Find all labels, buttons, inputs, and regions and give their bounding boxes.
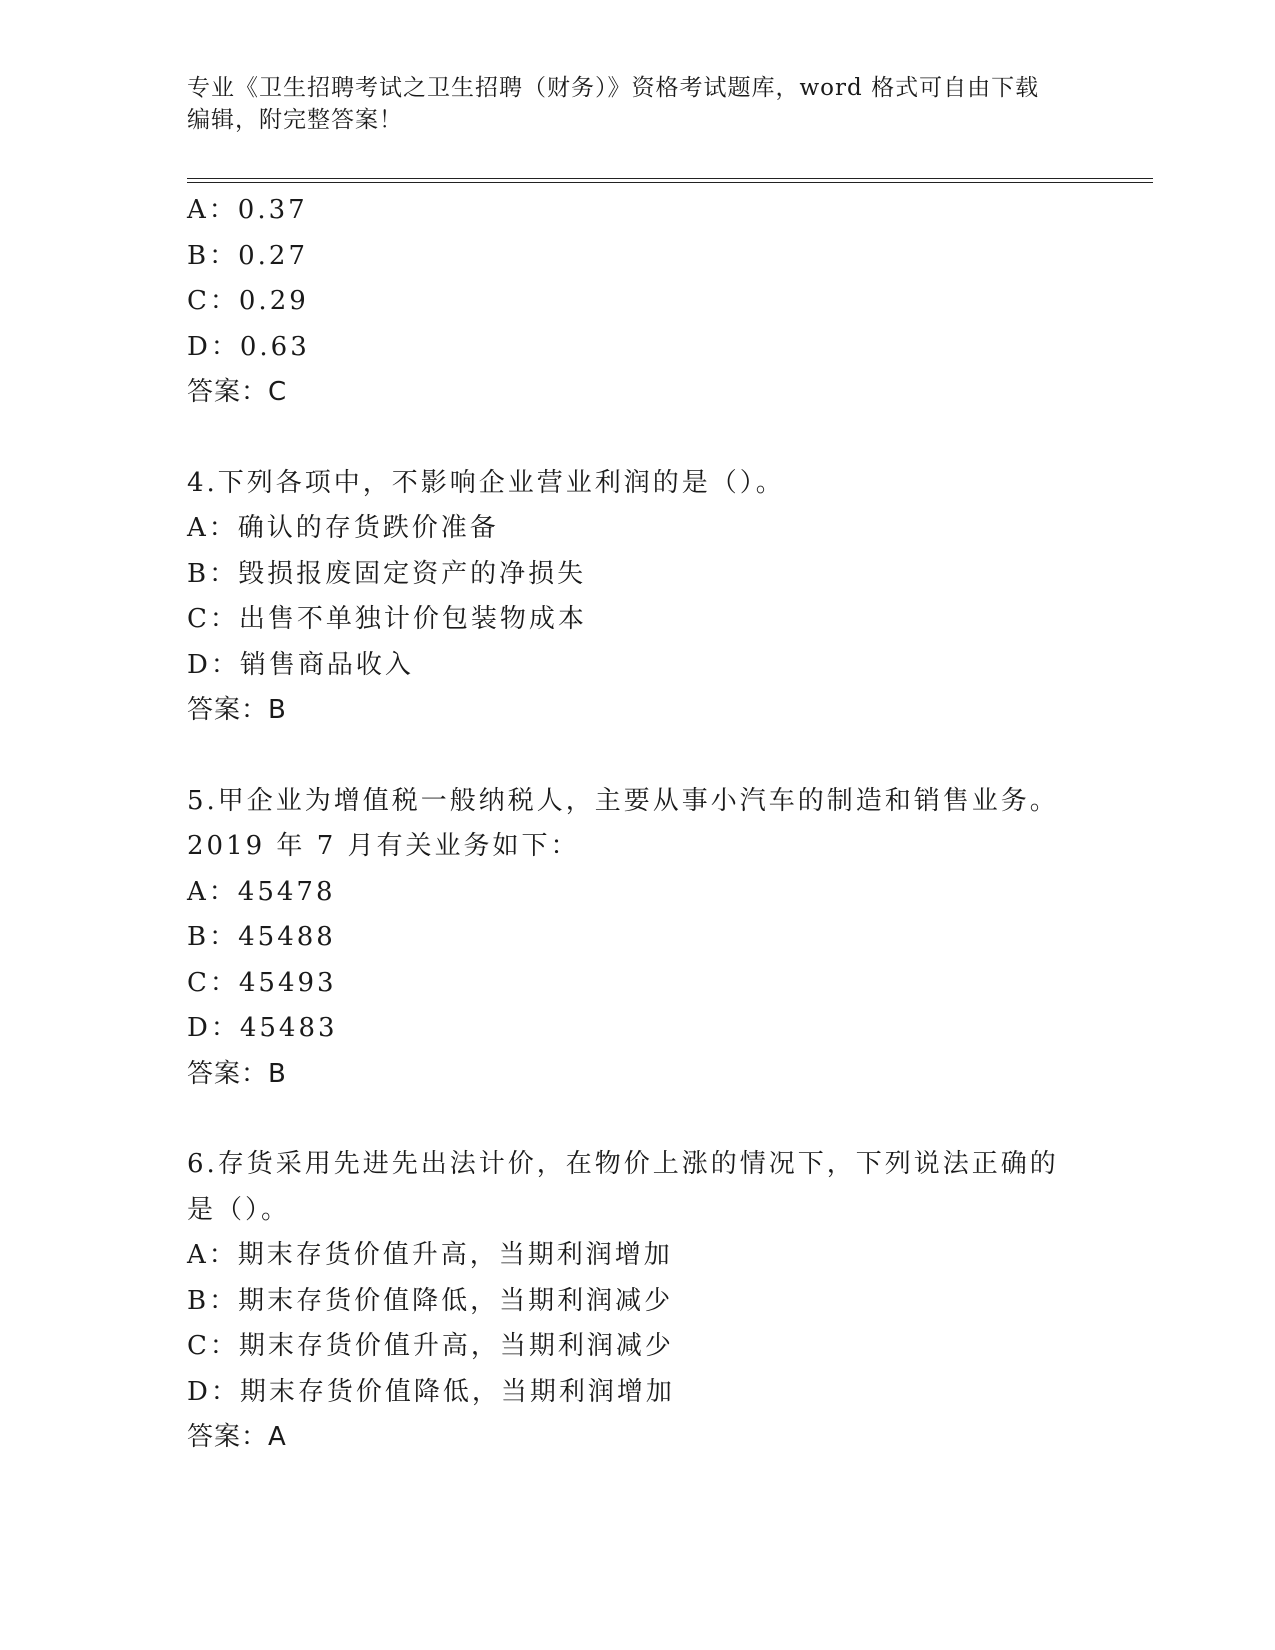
option-d: D：0.63 <box>187 331 310 362</box>
question-stem: 5.甲企业为增值税一般纳税人，主要从事小汽车的制造和销售业务。 <box>187 785 1059 816</box>
header-divider-bottom <box>187 182 1153 183</box>
header-divider-top <box>187 178 1153 179</box>
question-3 <box>187 188 1087 416</box>
option-a: A：期末存货价值升高，当期利润增加 <box>187 1240 673 1270</box>
option-d: D：45483 <box>187 1013 338 1043</box>
answer: 答案：B <box>187 1058 287 1089</box>
option-a: A：45478 <box>187 876 336 907</box>
answer: 答案：A <box>187 1422 287 1452</box>
answer: 答案：B <box>187 695 287 725</box>
option-c: C：0.29 <box>187 286 309 316</box>
option-c: C：出售不单独计价包装物成本 <box>187 604 587 634</box>
option-b: B：期末存货价值降低，当期利润减少 <box>187 1285 674 1316</box>
question-stem: 4.下列各项中，不影响企业营业利润的是（）。 <box>187 467 785 498</box>
option-b: B：0.27 <box>187 240 308 271</box>
question-5 <box>187 779 1087 1098</box>
document-header <box>187 72 1087 136</box>
question-6 <box>187 1142 1087 1461</box>
option-d: D：销售商品收入 <box>187 649 414 680</box>
option-b: B：毁损报废固定资产的净损失 <box>187 558 587 589</box>
option-a: A：确认的存货跌价准备 <box>187 513 499 543</box>
question-4 <box>187 461 1087 734</box>
question-list <box>187 188 1087 1461</box>
header-line-1: 专业《卫生招聘考试之卫生招聘（财务）》资格考试题库，word 格式可自由下载 <box>187 75 1040 101</box>
option-d: D：期末存货价值降低，当期利润增加 <box>187 1376 675 1407</box>
header-line-2: 编辑，附完整答案！ <box>187 107 403 133</box>
answer: 答案：C <box>187 377 288 407</box>
option-c: C：期末存货价值升高，当期利润减少 <box>187 1331 674 1361</box>
option-a: A：0.37 <box>187 195 308 225</box>
option-c: C：45493 <box>187 967 337 998</box>
question-stem: 6.存货采用先进先出法计价，在物价上涨的情况下，下列说法正确的 <box>187 1149 1059 1179</box>
question-stem-continued: 2019 年 7 月有关业务如下： <box>187 831 580 861</box>
question-stem-continued: 是（）。 <box>187 1194 291 1225</box>
option-b: B：45488 <box>187 922 336 952</box>
